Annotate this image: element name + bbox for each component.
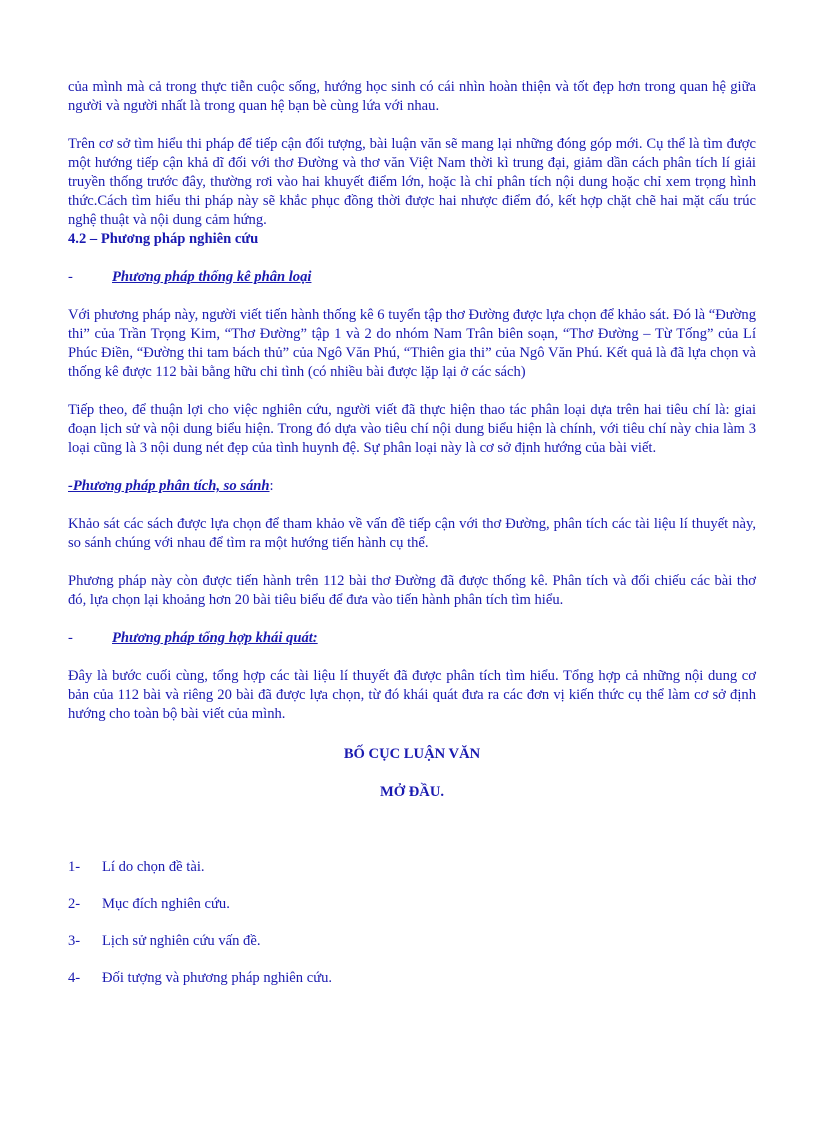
list-item-number: 2- — [68, 896, 81, 912]
method-3-dash: - — [68, 630, 73, 646]
list-item-text: Lí do chọn đề tài. — [102, 859, 205, 875]
list-item — [68, 932, 756, 951]
method-3-heading — [68, 629, 756, 648]
list-item-number: 4- — [68, 970, 81, 986]
section-heading: 4.2 – Phương pháp nghiên cứu — [68, 231, 259, 247]
list-item-text: Đối tượng và phương pháp nghiên cứu. — [102, 970, 333, 986]
list-item-text: Mục đích nghiên cứu. — [102, 896, 230, 912]
list-item — [68, 969, 756, 988]
method-1-paragraph-2: Tiếp theo, để thuận lợi cho việc nghiên cứu, người viết đã thực hiện thao tác phân loại dựa trên hai tiêu chí là: giai đoạn lịch sử và nội dung biểu hiện. Trong đó dựa vào tiêu chí nội dung biểu hiện là chính, với tiêu chí này chia làm 3 loại cũng là 3 nội dung nét đẹp của tình huynh đệ. Sự phân loại này là cơ sở định hướng của bài viết. — [68, 402, 756, 456]
method-1-paragraph-1: Với phương pháp này, người viết tiến hành thống kê 6 tuyển tập thơ Đường được lựa chọn để khảo sát. Đó là “Đường thi” của Trần Trọng Kim, “Thơ Đường” tập 1 và 2 do nhóm Nam Trân biên soạn, “Thơ Đường – Từ Tống” của Lí Phúc Điền, “Đường thi tam bách thủ” của Ngô Văn Phú, “Thiên gia thi” của Ngô Văn Phú. Kết quả là đã lựa chọn và thống kê được 112 bài bằng hữu chi tình (có nhiều bài được lặp lại ở các sách) — [68, 307, 756, 380]
paragraph-intro-continuation: của mình mà cả trong thực tiễn cuộc sống, hướng học sinh có cái nhìn hoàn thiện và tốt đẹp hơn trong quan hệ giữa người và người nhất là trong quan hệ bạn bè cùng lứa với nhau. — [68, 79, 756, 114]
outline-subtitle: MỞ ĐẦU. — [379, 784, 445, 800]
paragraph-contribution: Trên cơ sở tìm hiểu thi pháp để tiếp cận đối tượng, bài luận văn sẽ mang lại những đóng góp mới. Cụ thể là tìm được một hướng tiếp cận khả dĩ đối với thơ Đường và thơ văn Việt Nam thời kì trung đại, giảm dần cách phân tích lí giải truyền thống trước đây, thường rơi vào hai khuyết điểm lớn, hoặc là chỉ phân tích nội dung hoặc chỉ xem trọng hình thức.Cách tìm hiểu thi pháp này sẽ khắc phục đồng thời được hai nhược điểm đó, kết hợp chặt chẽ hai mặt cấu trúc nghệ thuật và nội dung cảm hứng. — [68, 136, 756, 228]
outline-list — [68, 858, 756, 988]
method-3-paragraph-1: Đây là bước cuối cùng, tổng hợp các tài liệu lí thuyết đã được phân tích tìm hiểu. Tổng hợp cả những nội dung cơ bản của 112 bài và riêng 20 bài đã được lựa chọn, từ đó khái quát đưa ra các đơn vị kiến thức cụ thể làm cơ sở định hướng cho toàn bộ bài viết của mình. — [68, 668, 756, 722]
method-3-title: Phương pháp tổng hợp khái quát: — [112, 630, 318, 646]
method-1-title: Phương pháp thống kê phân loại — [112, 269, 312, 285]
method-2-paragraph-2: Phương pháp này còn được tiến hành trên 112 bài thơ Đường đã được thống kê. Phân tích và đối chiếu các bài thơ đó, lựa chọn lại khoảng hơn 20 bài tiêu biểu để đưa vào tiến hành phân tích tìm hiểu. — [68, 573, 756, 608]
list-item — [68, 895, 756, 914]
document-page — [68, 78, 756, 988]
outline-title: BỐ CỤC LUẬN VĂN — [343, 746, 481, 762]
list-item-text: Lịch sử nghiên cứu vấn đề. — [102, 933, 261, 949]
list-item-number: 1- — [68, 859, 81, 875]
method-2-heading — [68, 477, 756, 496]
list-item — [68, 858, 756, 877]
method-2-title: -Phương pháp phân tích, so sánh — [68, 478, 270, 494]
method-1-heading — [68, 268, 756, 287]
method-1-dash: - — [68, 269, 73, 285]
method-2-colon: : — [269, 478, 274, 494]
method-2-paragraph-1: Khảo sát các sách được lựa chọn để tham khảo về vấn đề tiếp cận với thơ Đường, phân tích các tài liệu lí thuyết này, so sánh chúng với nhau để tìm ra một hướng tiến hành cụ thể. — [68, 516, 756, 551]
list-item-number: 3- — [68, 933, 81, 949]
